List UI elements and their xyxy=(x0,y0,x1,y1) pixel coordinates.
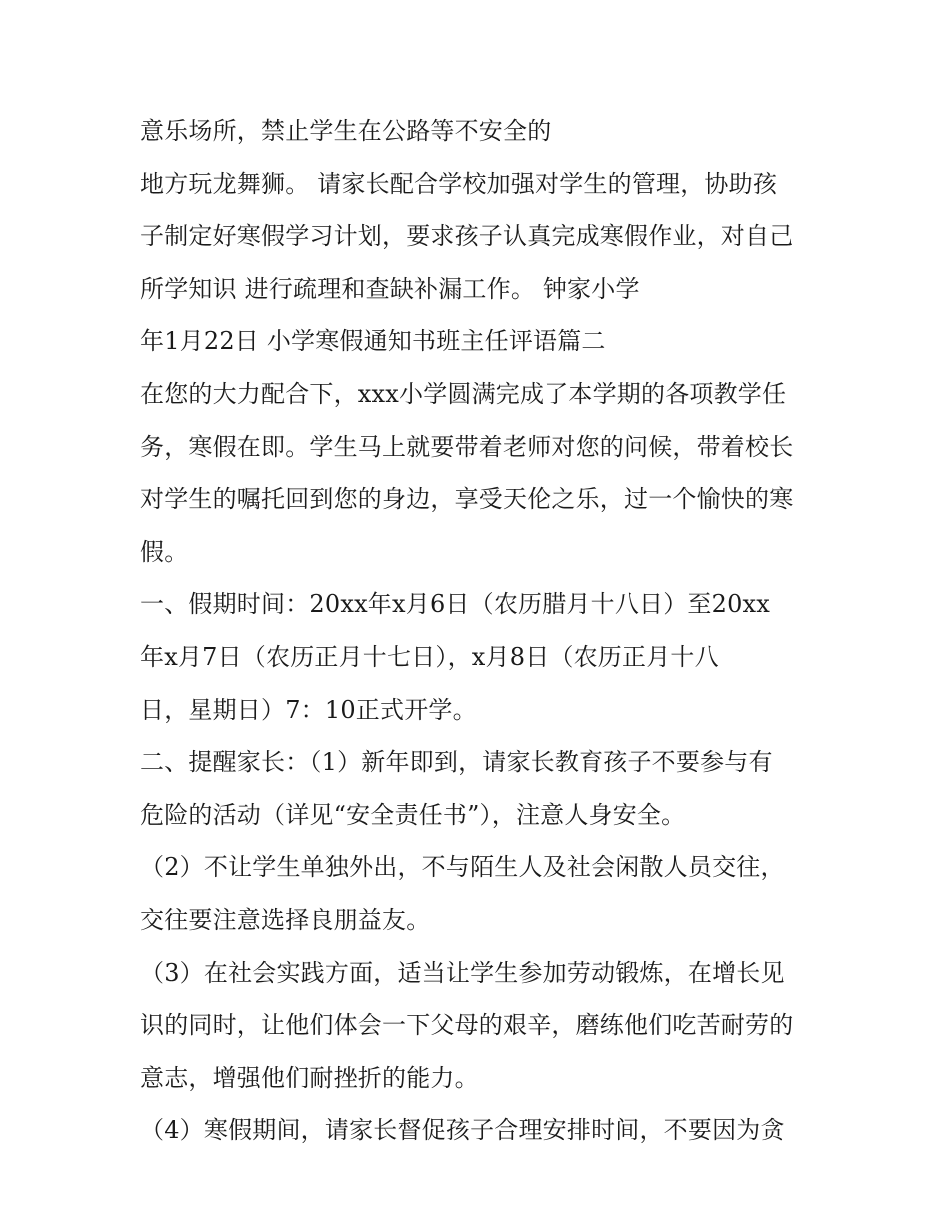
text-line: 意乐场所，禁止学生在公路等不安全的 xyxy=(140,117,552,145)
text-line: （4）寒假期间，请家长督促孩子合理安排时间，不要因为贪 xyxy=(140,1116,785,1145)
text-line: （3）在社会实践方面，适当让学生参加劳动锻炼，在增长见 xyxy=(140,958,785,987)
text-line: 年1月22日 小学寒假通知书班主任评语篇二 xyxy=(140,327,606,356)
text-line: 对学生的嘱托回到您的身边，享受天伦之乐，过一个愉快的寒 xyxy=(140,485,794,514)
text-line: （2）不让学生单独外出，不与陌生人及社会闲散人员交往， xyxy=(140,853,785,882)
text-line: 一、假期时间：20xx年x月6日（农历腊月十八日）至20xx xyxy=(140,590,771,619)
text-line: 地方玩龙舞狮。 请家长配合学校加强对学生的管理，协助孩 xyxy=(140,169,778,198)
text-line: 在您的大力配合下，xxx小学圆满完成了本学期的各项教学任 xyxy=(140,379,787,408)
text-line: 识的同时，让他们体会一下父母的艰辛，磨练他们吃苦耐劳的 xyxy=(140,1011,794,1040)
text-line: 日，星期日）7：10正式开学。 xyxy=(140,695,477,724)
text-line: 子制定好寒假学习计划，要求孩子认真完成寒假作业，对自己 xyxy=(140,222,794,251)
text-line: 危险的活动（详见“安全责任书”），注意人身安全。 xyxy=(140,800,686,829)
document-body xyxy=(140,105,820,1157)
text-line: 所学知识 进行疏理和查缺补漏工作。 钟家小学 xyxy=(140,274,640,303)
text-line: 务，寒假在即。学生马上就要带着老师对您的问候，带着校长 xyxy=(140,432,794,461)
text-line: 交往要注意选择良朋益友。 xyxy=(140,905,431,934)
text-line: 年x月7日（农历正月十七日），x月8日（农历正月十八 xyxy=(140,642,719,671)
text-line: 假。 xyxy=(140,537,189,566)
text-line: 意志，增强他们耐挫折的能力。 xyxy=(140,1063,479,1092)
text-line: 二、提醒家长：（1）新年即到，请家长教育孩子不要参与有 xyxy=(140,748,773,777)
